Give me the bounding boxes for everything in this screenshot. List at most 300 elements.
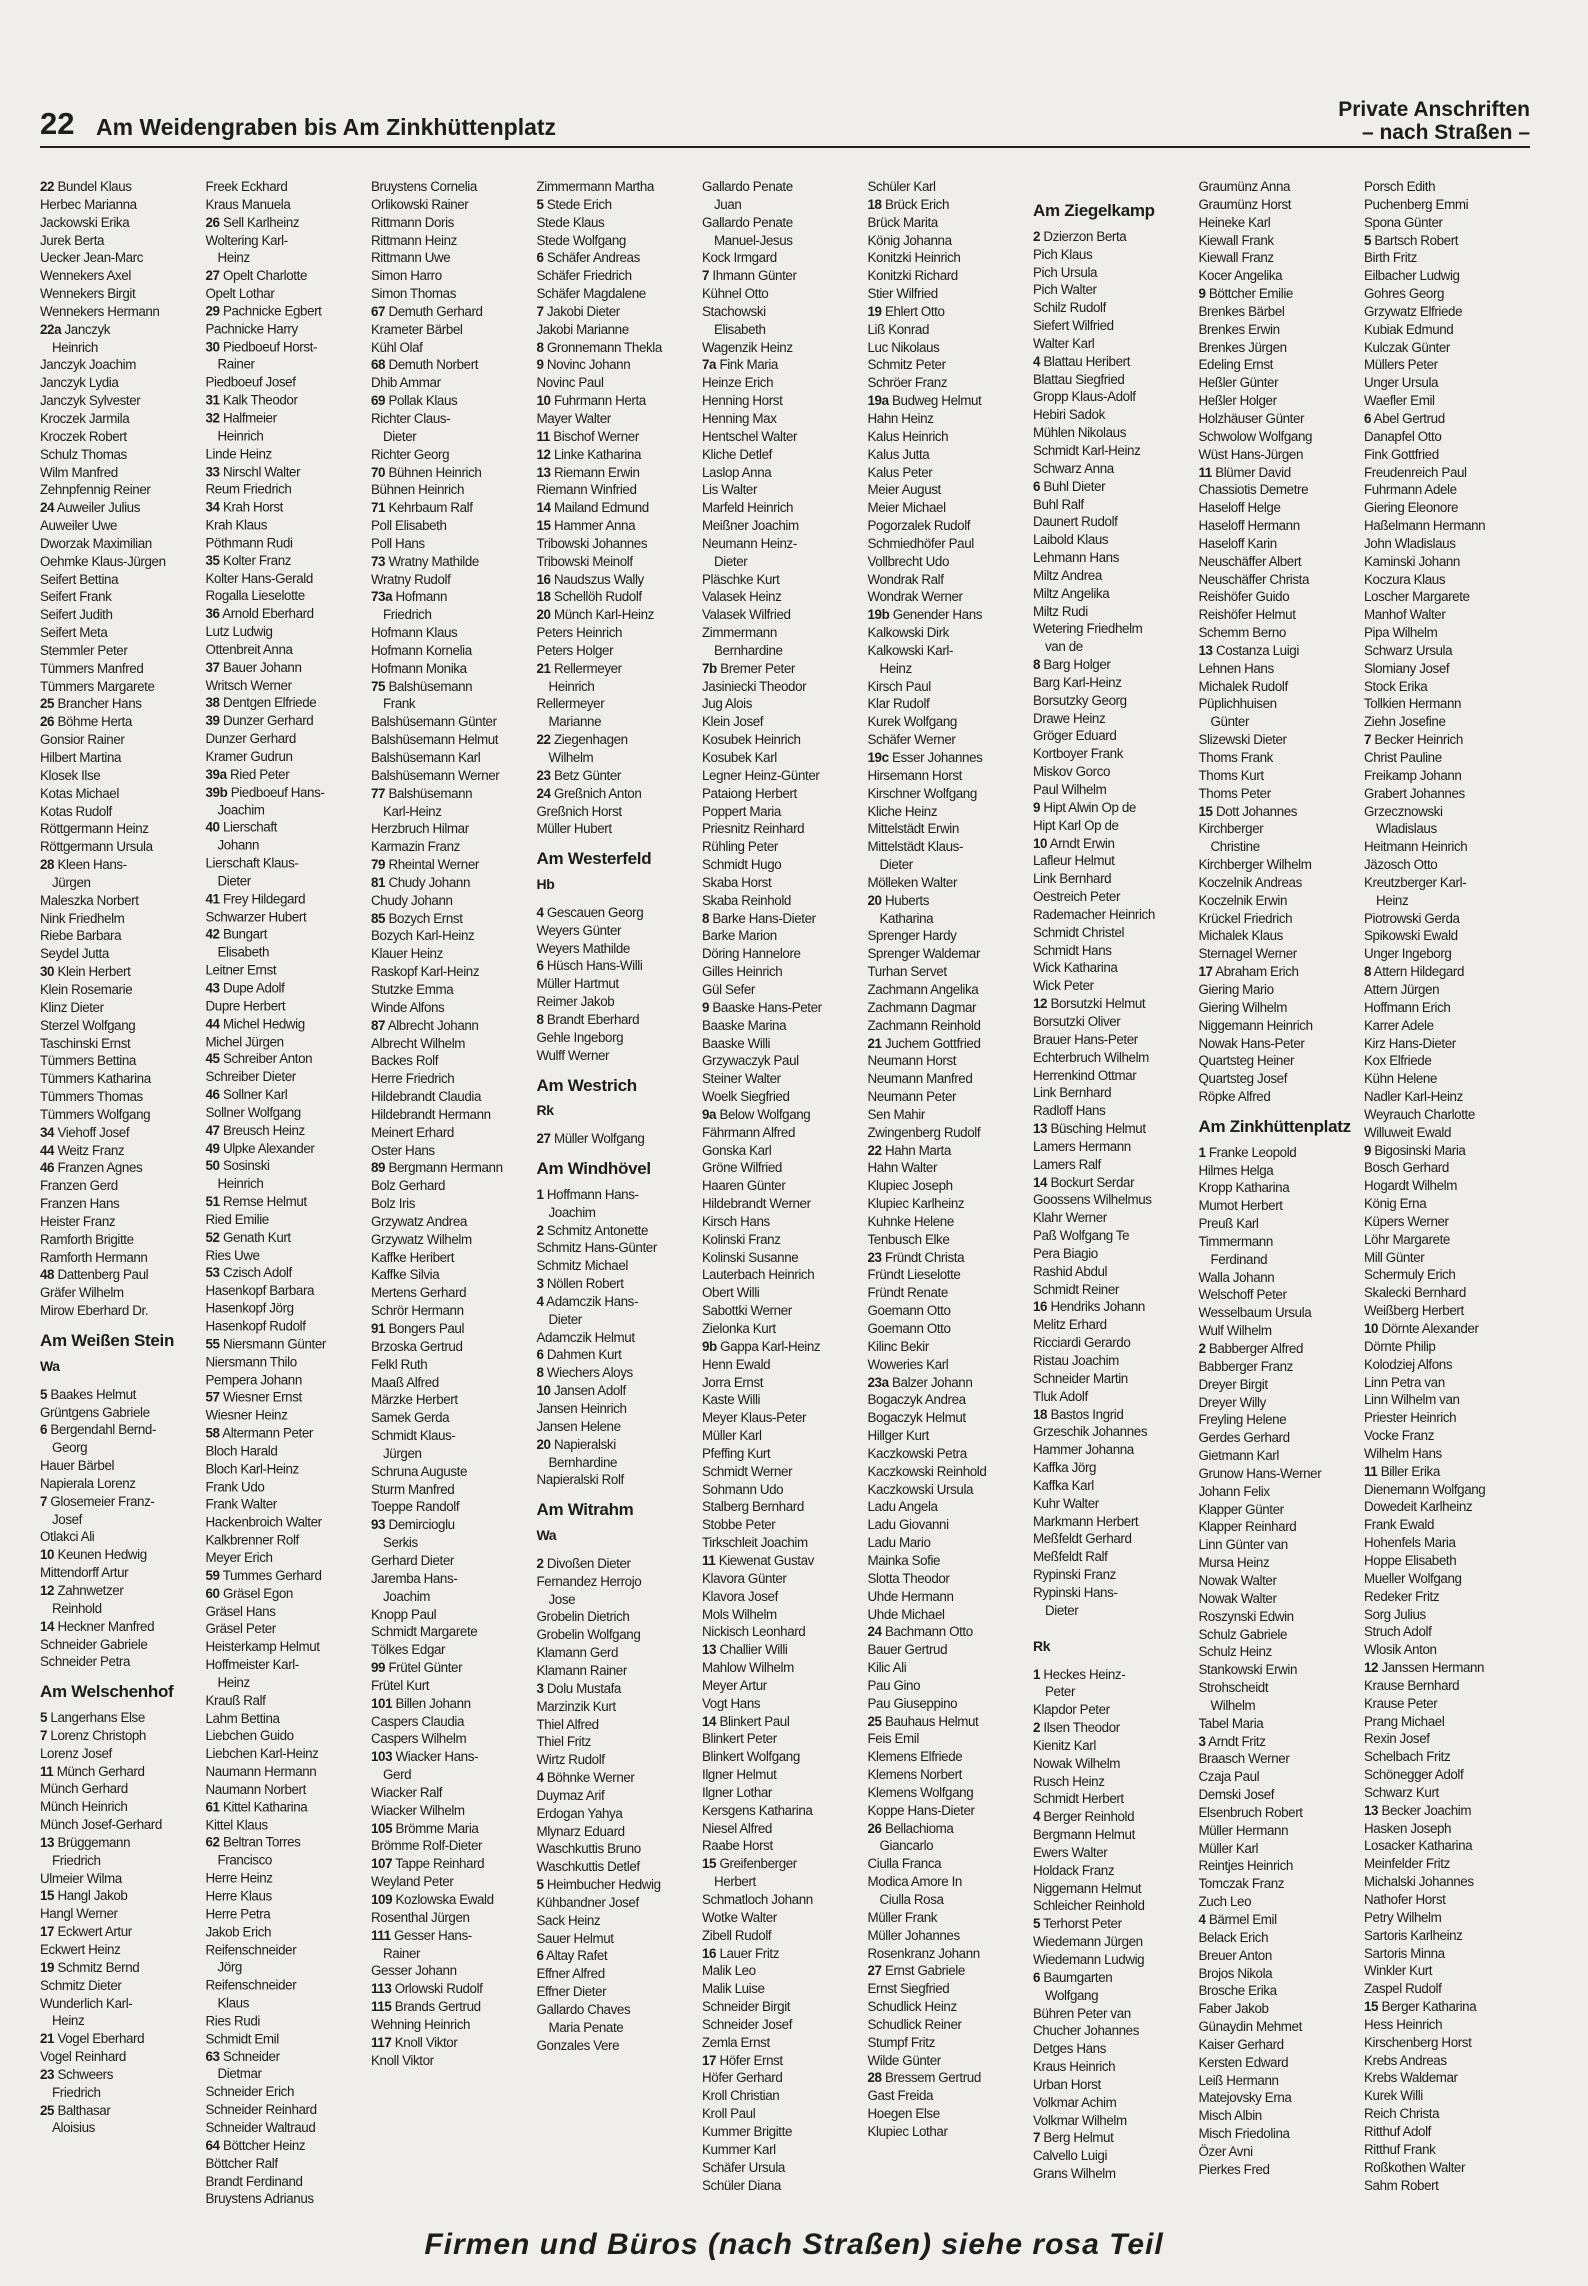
house-number: 14 (1033, 1174, 1048, 1190)
resident-name: Kortboyer Frank (1033, 746, 1124, 762)
resident-name: Piedboeuf Horst- (222, 339, 318, 355)
house-number: 50 (205, 1158, 220, 1174)
resident-entry (537, 1436, 703, 1454)
resident-entry (702, 1017, 868, 1035)
resident-name: Schmidt Klaus- (371, 1428, 456, 1444)
resident-name: Steiner Walter (702, 1071, 781, 1087)
resident-entry (371, 1374, 537, 1392)
resident-entry (868, 1659, 1034, 1677)
resident-entry (1364, 713, 1530, 731)
house-number: 27 (205, 268, 220, 284)
house-number: 8 (536, 1011, 544, 1027)
resident-name: Wiedemann Jürgen (1033, 1934, 1143, 1950)
resident-entry (702, 2016, 868, 2034)
resident-entry (868, 2016, 1034, 2034)
resident-name: Wiacker Wilhelm (371, 1802, 465, 1818)
resident-entry (1199, 2018, 1365, 2036)
resident-name: Wennekers Axel (40, 268, 131, 284)
resident-entry (1033, 406, 1199, 424)
resident-name: Schmatloch Johann (702, 1892, 813, 1907)
resident-name: Valasek Wilfried (702, 607, 791, 623)
resident-name: Kroll Paul (702, 2106, 756, 2122)
resident-entry (1364, 1837, 1530, 1855)
resident-entry (40, 1636, 206, 1654)
resident-name: Fuhrmann Adele (1364, 482, 1457, 498)
resident-entry (1199, 517, 1365, 535)
resident-entry (371, 1481, 537, 1499)
resident-entry (868, 1463, 1034, 1481)
resident-entry (1033, 549, 1199, 567)
resident-name: Arndt Fritz (1208, 1733, 1266, 1749)
resident-entry (537, 1947, 703, 1965)
resident-entry (1033, 1933, 1199, 1951)
house-number: 6 (536, 250, 544, 266)
resident-entry (1364, 624, 1530, 642)
resident-name: Bauer Gertrud (867, 1642, 948, 1658)
resident-entry (702, 249, 868, 267)
house-number: 12 (1033, 996, 1048, 1012)
resident-name: Hendriks Johann (1050, 1299, 1145, 1315)
resident-name: Freudenreich Paul (1364, 464, 1467, 480)
resident-entry (868, 963, 1034, 981)
resident-name: Schüler Diana (702, 2177, 781, 2193)
resident-entry (1199, 588, 1365, 606)
house-number: 31 (205, 392, 220, 408)
resident-entry (702, 731, 868, 749)
resident-entry (40, 1017, 206, 1035)
resident-entry (206, 712, 372, 730)
house-number: 69 (371, 393, 386, 409)
house-number: 64 (205, 2137, 220, 2153)
resident-entry (1199, 874, 1365, 892)
resident-name: Brandt Ferdinand (205, 2173, 303, 2189)
entry-continuation: Juan (714, 196, 742, 212)
resident-entry (40, 1528, 206, 1546)
resident-entry (371, 785, 537, 803)
resident-entry (206, 1781, 372, 1799)
resident-entry (868, 749, 1034, 767)
resident-entry (1364, 1784, 1530, 1802)
resident-name: Klemens Elfriede (867, 1749, 963, 1765)
resident-name: Kaczkowski Reinhold (867, 1463, 987, 1479)
house-number: 16 (536, 571, 551, 587)
resident-name: Bergmann Helmut (1033, 1827, 1135, 1843)
resident-entry (537, 1471, 703, 1489)
resident-entry (1033, 1423, 1199, 1441)
district-code: Wa (536, 1527, 557, 1544)
resident-entry (206, 1638, 372, 1656)
resident-name: Mirow Eberhard Dr. (40, 1303, 149, 1319)
resident-name: Gallardo Penate (702, 214, 793, 230)
resident-entry (1199, 499, 1365, 517)
resident-entry (1364, 1945, 1530, 1963)
resident-entry (371, 1266, 537, 1284)
resident-name: Kotas Michael (40, 785, 119, 801)
resident-entry (206, 605, 372, 623)
resident-name: Lorenz Christoph (50, 1727, 146, 1743)
resident-entry (206, 570, 372, 588)
resident-entry (206, 214, 372, 232)
resident-entry (371, 410, 537, 428)
resident-name: Buhl Ralf (1033, 496, 1084, 512)
resident-entry (40, 1780, 206, 1798)
resident-entry (537, 1805, 703, 1823)
house-number: 23 (536, 767, 551, 783)
resident-entry (40, 749, 206, 767)
resident-name: Brosche Erika (1198, 1983, 1277, 1999)
resident-entry (537, 1983, 703, 2001)
resident-entry (40, 1284, 206, 1302)
resident-entry (1033, 567, 1199, 585)
resident-entry (206, 694, 372, 712)
resident-entry (537, 1662, 703, 1680)
resident-entry (1199, 749, 1365, 767)
house-number: 5 (40, 1386, 48, 1402)
resident-name: Baakes Helmut (50, 1386, 136, 1402)
resident-name: Demuth Norbert (388, 357, 479, 373)
house-number: 22 (867, 1142, 882, 1158)
resident-name: Ziehn Josefine (1364, 714, 1446, 730)
resident-name: Bauhaus Helmut (884, 1713, 979, 1729)
entry-continuation: Gerd (383, 1767, 412, 1783)
resident-name: Marzinzik Kurt (536, 1698, 616, 1714)
resident-entry (868, 1445, 1034, 1463)
house-number: 48 (40, 1267, 55, 1283)
resident-name: Böttcher Ralf (205, 2155, 278, 2171)
resident-entry (702, 1035, 868, 1053)
resident-entry (206, 1229, 372, 1247)
resident-name: Below Wolfgang (719, 1106, 811, 1122)
resident-entry (40, 1088, 206, 1106)
resident-entry (868, 874, 1034, 892)
resident-entry (371, 1552, 537, 1570)
resident-name: Tomczak Franz (1198, 1876, 1285, 1892)
resident-entry (1364, 1730, 1530, 1748)
resident-entry (206, 196, 372, 214)
resident-name: Arndt Erwin (1049, 835, 1115, 851)
resident-entry (702, 2087, 868, 2105)
resident-entry (1199, 820, 1365, 838)
resident-entry (1033, 1666, 1199, 1684)
resident-name: Danapfel Otto (1364, 428, 1442, 444)
resident-name: Fährmann Alfred (702, 1124, 795, 1140)
resident-name: Barke Marion (702, 928, 777, 944)
resident-name: Nöllen Robert (546, 1276, 624, 1292)
resident-name: Lafleur Helmut (1033, 853, 1115, 869)
resident-name: Wilde Günter (867, 2052, 941, 2068)
resident-name: Timmermann (1198, 1233, 1273, 1249)
resident-name: Adamczik Helmut (536, 1329, 635, 1345)
resident-name: Gallardo Chaves (536, 2002, 631, 2017)
resident-entry (371, 1035, 537, 1053)
entry-continuation: Dieter (1045, 1602, 1079, 1618)
resident-entry (206, 1353, 372, 1371)
resident-entry (371, 1302, 537, 1320)
resident-entry (371, 1623, 537, 1641)
resident-entry (868, 214, 1034, 232)
resident-entry (1199, 1893, 1365, 1911)
resident-name: Walla Johann (1198, 1269, 1275, 1285)
resident-entry (537, 1698, 703, 1716)
entry-continuation: Heinrich (52, 339, 98, 355)
resident-name: Thiel Fritz (536, 1734, 591, 1750)
resident-name: Baumgarten (1043, 1969, 1113, 1985)
resident-entry (1033, 353, 1199, 371)
resident-entry (1364, 1017, 1530, 1035)
entry-continuation: Heinz (52, 2013, 85, 2029)
resident-entry (702, 1927, 868, 1945)
resident-name: Reifenschneider (205, 1941, 297, 1957)
entry-continuation: Joachim (548, 1204, 596, 1220)
resident-name: Reintjes Heinrich (1198, 1858, 1293, 1874)
directory-column (702, 178, 868, 2193)
entry-continuation: Rainer (217, 357, 255, 373)
resident-entry (1033, 2076, 1199, 2094)
house-number: 1 (1198, 1144, 1206, 1160)
resident-name: Konitzki Richard (867, 268, 958, 284)
house-number: 12 (1364, 1660, 1379, 1676)
resident-entry (868, 1159, 1034, 1177)
resident-entry (1033, 246, 1199, 264)
house-number: 70 (371, 464, 386, 480)
resident-name: Nowak Hans-Peter (1198, 1035, 1305, 1051)
resident-entry (371, 1195, 537, 1213)
resident-entry (868, 356, 1034, 374)
resident-entry (702, 1606, 868, 1624)
resident-entry (868, 1088, 1034, 1106)
house-number: 10 (1033, 835, 1048, 851)
resident-entry (702, 1302, 868, 1320)
resident-name: Meßfeldt Gerhard (1033, 1531, 1132, 1547)
resident-name: Goemann Otto (867, 1303, 951, 1319)
house-number: 113 (371, 1981, 392, 1997)
entry-continuation: Heinz (1376, 892, 1409, 908)
house-number: 21 (40, 2031, 55, 2047)
resident-entry (206, 1122, 372, 1140)
resident-entry (1199, 642, 1365, 660)
resident-name: Brandt Eberhard (546, 1011, 640, 1027)
resident-name: Heister Franz (40, 1213, 116, 1229)
house-number: 13 (40, 1834, 55, 1850)
house-number: 42 (205, 926, 220, 942)
resident-entry (868, 1641, 1034, 1659)
resident-name: Sprenger Waldemar (867, 946, 981, 962)
resident-entry (1033, 2129, 1199, 2147)
resident-name: Novinc Johann (546, 357, 631, 373)
resident-entry (537, 356, 703, 374)
resident-name: Richter Georg (371, 446, 450, 462)
resident-name: Pogorzalek Rudolf (867, 518, 971, 534)
resident-name: Bartsch Robert (1374, 232, 1459, 248)
resident-name: Wiacker Ralf (371, 1784, 443, 1800)
resident-entry (371, 356, 537, 374)
house-number: 6 (536, 1948, 544, 1964)
resident-entry (1199, 2125, 1365, 2143)
resident-entry (40, 678, 206, 696)
resident-name: Schmitz Dieter (40, 1977, 122, 1993)
resident-name: Heisterkamp Helmut (205, 1639, 320, 1655)
resident-name: Mittendorff Artur (40, 1565, 129, 1581)
resident-entry (1364, 1302, 1530, 1320)
resident-entry (1199, 1144, 1365, 1162)
resident-name: Kalus Heinrich (867, 428, 949, 444)
resident-entry (1033, 1316, 1199, 1334)
resident-entry (206, 1549, 372, 1567)
resident-name: Uhde Hermann (867, 1588, 954, 1604)
house-number: 77 (371, 785, 386, 801)
resident-entry (702, 410, 868, 428)
resident-name: Brück Marita (867, 214, 938, 230)
resident-entry (1364, 981, 1530, 999)
resident-name: Giering Wilhelm (1198, 999, 1287, 1015)
resident-entry (1364, 838, 1530, 856)
resident-name: Kolinski Franz (702, 1231, 781, 1247)
house-number: 25 (867, 1713, 882, 1729)
resident-name: Hofmann Kornelia (371, 642, 472, 658)
resident-name: Herre Petra (205, 1906, 271, 1922)
resident-entry (1199, 1643, 1365, 1661)
resident-name: Gilles Heinrich (702, 964, 783, 980)
resident-entry (40, 1070, 206, 1088)
resident-entry (371, 820, 537, 838)
resident-name: Grzywatz Elfriede (1364, 303, 1463, 319)
resident-name: Laibold Klaus (1033, 532, 1109, 548)
resident-name: Czaja Paul (1198, 1769, 1260, 1785)
resident-entry (868, 1802, 1034, 1820)
resident-entry (868, 892, 1034, 910)
resident-name: Keunen Hedwig (57, 1547, 147, 1563)
house-number: 10 (536, 1383, 551, 1399)
resident-entry (537, 606, 703, 624)
resident-name: Kalus Peter (867, 464, 933, 480)
resident-entry (371, 1498, 537, 1516)
resident-entry (206, 320, 372, 338)
resident-entry (702, 1052, 868, 1070)
resident-name: Turhan Servet (867, 964, 947, 980)
resident-name: Ladu Mario (867, 1535, 931, 1551)
resident-name: Wiechers Aloys (546, 1365, 633, 1381)
resident-entry (1199, 267, 1365, 285)
resident-entry (1033, 1790, 1199, 1808)
resident-name: Bärmel Emil (1208, 1912, 1277, 1927)
entry-continuation: Karl-Heinz (383, 803, 442, 819)
resident-name: Sabottki Werner (702, 1303, 792, 1319)
resident-name: Napierala Lorenz (40, 1475, 136, 1491)
resident-entry (40, 1266, 206, 1284)
house-number: 99 (371, 1660, 386, 1676)
resident-entry (702, 1945, 868, 1963)
resident-name: Karrer Adele (1364, 1017, 1434, 1033)
resident-entry (1364, 285, 1530, 303)
resident-entry (40, 713, 206, 731)
resident-name: Babberger Alfred (1208, 1341, 1303, 1356)
resident-entry (1199, 1322, 1365, 1340)
resident-name: Koczura Klaus (1364, 571, 1446, 587)
resident-entry (1364, 1516, 1530, 1534)
resident-entry (702, 1463, 868, 1481)
resident-name: Herbec Marianna (40, 196, 137, 212)
resident-name: Nirschl Walter (222, 463, 301, 479)
resident-name: Wennekers Hermann (40, 303, 160, 319)
resident-name: Pierkes Fred (1198, 2161, 1270, 2177)
resident-name: Sen Mahir (867, 1106, 925, 1122)
resident-name: Jansen Heinrich (536, 1401, 627, 1416)
resident-entry (1364, 1266, 1530, 1284)
resident-name: Vollbrecht Udo (867, 553, 949, 569)
resident-name: Holdack Franz (1033, 1862, 1115, 1878)
resident-entry (1199, 856, 1365, 874)
resident-entry (371, 196, 537, 214)
resident-entry (1364, 1177, 1530, 1195)
resident-name: Redeker Fritz (1364, 1588, 1440, 1604)
resident-entry (40, 1959, 206, 1977)
resident-entry (1199, 1965, 1365, 1983)
house-number: 19b (867, 607, 890, 623)
resident-entry (537, 1840, 703, 1858)
house-number: 6 (40, 1422, 48, 1438)
resident-entry (702, 1802, 868, 1820)
resident-name: Gräsel Peter (205, 1621, 276, 1637)
resident-entry (371, 499, 537, 517)
resident-name: Borsutzki Helmut (1050, 996, 1146, 1012)
house-number: 6 (1364, 410, 1372, 426)
resident-entry (40, 981, 206, 999)
resident-name: Ernst Gabriele (884, 1963, 965, 1979)
resident-entry (1364, 1231, 1530, 1249)
resident-entry (371, 481, 537, 499)
resident-name: Kozlowska Ewald (395, 1892, 494, 1907)
resident-entry (206, 1799, 372, 1817)
resident-name: Fink Maria (719, 357, 778, 373)
resident-name: Tirkschleit Joachim (702, 1535, 808, 1551)
resident-name: Kuhnke Helene (867, 1213, 954, 1229)
resident-name: Backes Rolf (371, 1053, 439, 1069)
resident-entry (1199, 1286, 1365, 1304)
resident-name: Skaba Reinhold (702, 892, 791, 908)
resident-name: Kirsch Paul (867, 678, 931, 694)
resident-entry (1199, 1911, 1365, 1929)
resident-name: Lamers Ralf (1033, 1156, 1101, 1172)
resident-entry (1199, 214, 1365, 232)
resident-entry (206, 178, 372, 196)
resident-entry (371, 945, 537, 963)
resident-entry (1364, 1606, 1530, 1624)
resident-entry (40, 1195, 206, 1213)
resident-entry (702, 1820, 868, 1838)
resident-name: Baaske Hans-Peter (712, 999, 822, 1015)
resident-name: Woltering Karl- (205, 232, 288, 248)
resident-name: Frank Ewald (1364, 1517, 1435, 1533)
entry-continuation: Elisabeth (714, 321, 766, 337)
resident-name: Sosinski (222, 1158, 270, 1174)
resident-entry (537, 1029, 703, 1047)
resident-entry (40, 1249, 206, 1267)
resident-entry (1033, 1191, 1199, 1209)
resident-entry (1199, 1447, 1365, 1465)
resident-name: Otlakci Ali (40, 1529, 95, 1545)
resident-name: Kummer Karl (702, 2141, 776, 2157)
resident-name: Schneider Waltraud (205, 2120, 316, 2136)
resident-name: Schweers (57, 2066, 114, 2082)
resident-name: Gerhard Dieter (371, 1552, 454, 1568)
entry-continuation: van de (1045, 639, 1083, 655)
resident-entry (1199, 2161, 1365, 2179)
resident-name: Duymaz Arif (536, 1787, 605, 1803)
resident-entry (40, 1106, 206, 1124)
house-number: 81 (371, 874, 386, 890)
resident-name: Sterzel Wolfgang (40, 1017, 136, 1033)
resident-name: Priesnitz Reinhard (702, 821, 805, 837)
